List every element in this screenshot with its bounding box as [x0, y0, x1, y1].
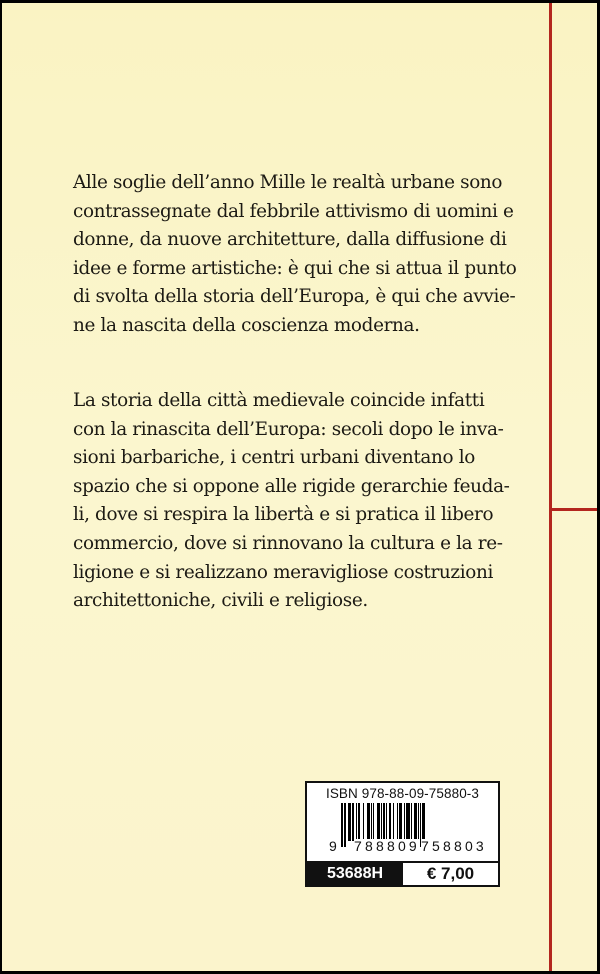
spine-fold-line [549, 3, 552, 971]
text-line: ne la nascita della coscienza moderna. [73, 314, 420, 336]
text-line: di svolta della storia dell’Europa, è qui che avvie- [73, 286, 516, 308]
text-line: La storia della città medievale coincide infatti [73, 390, 485, 411]
text-line: sioni barbariche, i centri urbani diventano lo [73, 447, 475, 469]
isbn-barcode-box [305, 781, 500, 887]
text-line: con la rinascita dell’Europa: secoli dopo le inva- [73, 418, 504, 440]
text-line: contrassegnate dal febbrile attivismo di uomini e [73, 200, 514, 222]
text-line: idee e forme artistiche: è qui che si attua il punto [73, 257, 517, 279]
text-line: ligione e si realizzano meravigliose costruzioni [73, 561, 493, 583]
price-label: € 7,00 [403, 863, 498, 885]
text-line: donne, da nuove architetture, dalla diffusione di [73, 229, 507, 251]
blurb-paragraph-1 [73, 169, 543, 341]
blurb-paragraph-2 [73, 387, 543, 616]
book-back-cover [2, 3, 597, 971]
ean-left-digits: 788809 [354, 838, 420, 854]
price-row [307, 861, 498, 885]
text-line: architettoniche, civili e religiose. [73, 590, 368, 612]
text-line: commercio, dove si rinnovano la cultura e la re- [73, 532, 503, 554]
text-line: spazio che si oppone alle rigide gerarchie feuda- [73, 475, 510, 497]
product-code: 53688H [307, 863, 403, 885]
flap-marker-line [550, 508, 597, 511]
ean-right-digits: 758803 [421, 838, 487, 854]
ean-first-digit: 9 [329, 838, 340, 854]
text-line: li, dove si respira la libertà e si pratica il libero [73, 504, 494, 526]
isbn-label: ISBN 978-88-09-75880-3 [325, 786, 480, 801]
text-line: Alle soglie dell’anno Mille le realtà urbane sono [73, 172, 503, 193]
